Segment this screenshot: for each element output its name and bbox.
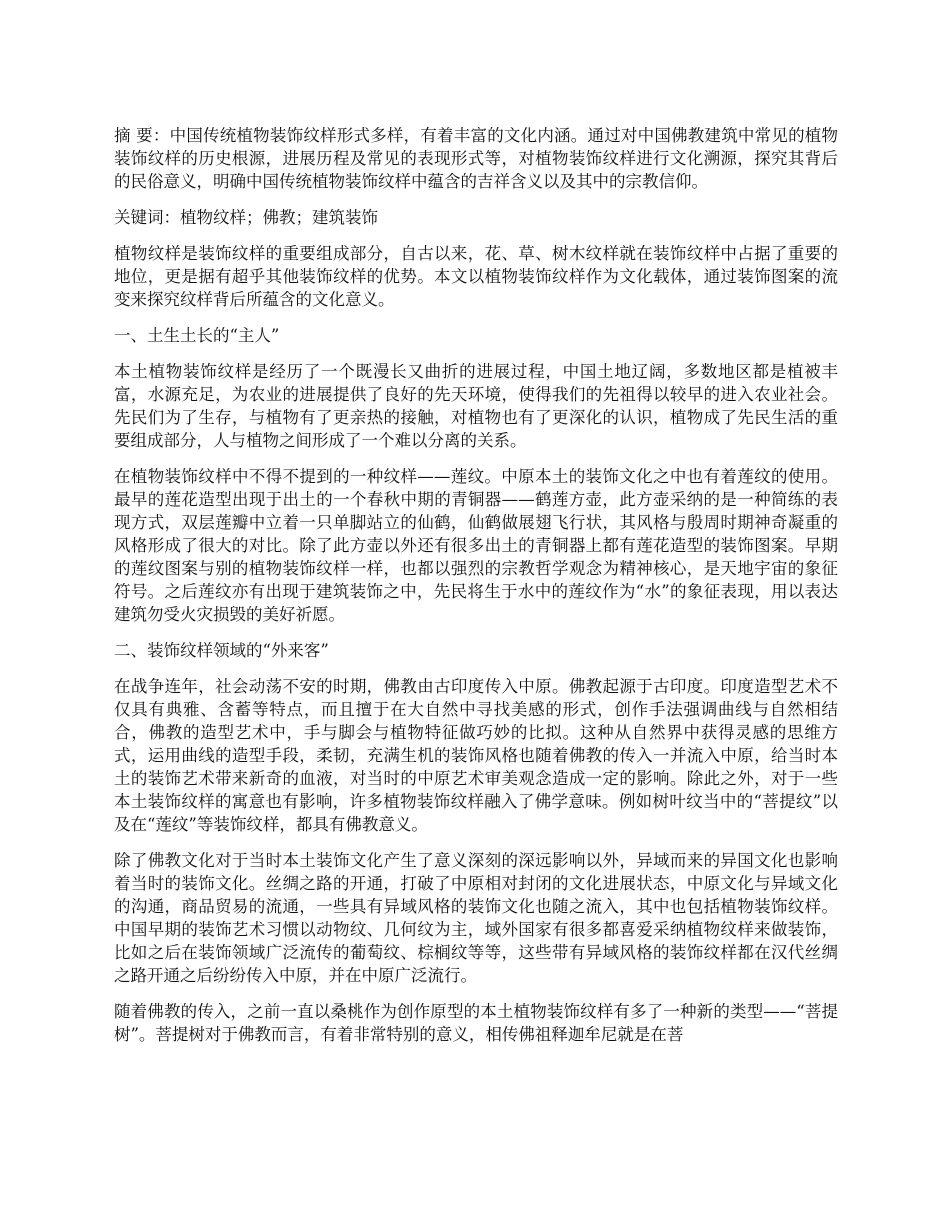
body-paragraph: 除了佛教文化对于当时本土装饰文化产生了意义深刻的深远影响以外，异域而来的异国文化也影响着当时的装饰文化。丝绸之路的开通，打破了中原相对封闭的文化进展状态，中原文化与异域文化的沟通，商品贸易的流通，一些具有异域风格的装饰文化也随之流入，其中也包括植物装饰纹样。中国早期的装饰艺术习惯以动物纹、几何纹为主，域外国家有很多都喜爱采纳植物纹样来做装饰，比如之后在装饰领域广泛流传的葡萄纹、棕榈纹等等，这些带有异域风格的装饰纹样都在汉代丝绸之路开通之后纷纷传入中原，并在中原广泛流行。 [114,851,838,985]
body-paragraph: 在战争连年，社会动荡不安的时期，佛教由古印度传入中原。佛教起源于古印度。印度造型艺术不仅具有典雅、含蓄等特点，而且擅于在大自然中寻找美感的形式，创作手法强调曲线与自然相结合，佛教的造型艺术中，手与脚会与植物特征做巧妙的比拟。这种从自然界中获得灵感的思维方式，运用曲线的造型手段，柔韧，充满生机的装饰风格也随着佛教的传入一并流入中原，给当时本土的装饰艺术带来新奇的血液，对当时的中原艺术审美观念造成一定的影响。除此之外，对于一些本土装饰纹样的寓意也有影响，许多植物装饰纹样融入了佛学意味。例如树叶纹当中的“菩提纹”以及在“莲纹”等装饰纹样，都具有佛教意义。 [114,677,838,834]
body-paragraph: 在植物装饰纹样中不得不提到的一种纹样——莲纹。中原本土的装饰文化之中也有着莲纹的使用。最早的莲花造型出现于出土的一个春秋中期的青铜器——鹤莲方壶，此方壶采纳的是一种简练的表现方式，双层莲瓣中立着一只单脚站立的仙鹤，仙鹤做展翅飞行状，其风格与殷周时期神奇凝重的风格形成了很大的对比。除了此方壶以外还有很多出土的青铜器上都有莲花造型的装饰图案。早期的莲纹图案与别的植物装饰纹样一样，也都以强烈的宗教哲学观念为精神核心，是天地宇宙的象征符号。之后莲纹亦有出现于建筑装饰之中，先民将生于水中的莲纹作为“水”的象征表现，用以表达建筑勿受火灾损毁的美好祈愿。 [114,467,838,624]
intro-paragraph: 植物纹样是装饰纹样的重要组成部分，自古以来，花、草、树木纹样就在装饰纹样中占据了重要的地位，更是据有超乎其他装饰纹样的优势。本文以植物装饰纹样作为文化载体，通过装饰图案的流变来探究纹样背后所蕴含的文化意义。 [114,244,838,309]
keywords-paragraph: 关键词：植物纹样；佛教；建筑装饰 [114,208,378,227]
document-page [114,124,838,1059]
section-heading-2: 二、装饰纹样领域的“外来客” [114,641,329,660]
body-paragraph: 本土植物装饰纹样是经历了一个既漫长又曲折的进展过程，中国土地辽阔，多数地区都是植被丰富，水源充足，为农业的进展提供了良好的先天环境，使得我们的先祖得以较早的进入农业社会。先民们为了生存，与植物有了更亲热的接触，对植物也有了更深化的认识，植物成了先民生活的重要组成部分，人与植物之间形成了一个难以分离的关系。 [114,362,838,450]
body-paragraph: 随着佛教的传入，之前一直以桑桃作为创作原型的本土植物装饰纹样有多了一种新的类型——“菩提树”。菩提树对于佛教而言，有着非常特别的意义，相传佛祖释迦牟尼就是在菩 [114,1002,838,1044]
section-heading-1: 一、土生土长的“主人” [114,326,280,345]
abstract-paragraph: 摘 要：中国传统植物装饰纹样形式多样，有着丰富的文化内涵。通过对中国佛教建筑中常见的植物装饰纹样的历史根源，进展历程及常见的表现形式等，对植物装饰纹样进行文化溯源，探究其背后的民俗意义，明确中国传统植物装饰纹样中蕴含的吉祥含义以及其中的宗教信仰。 [114,126,838,191]
